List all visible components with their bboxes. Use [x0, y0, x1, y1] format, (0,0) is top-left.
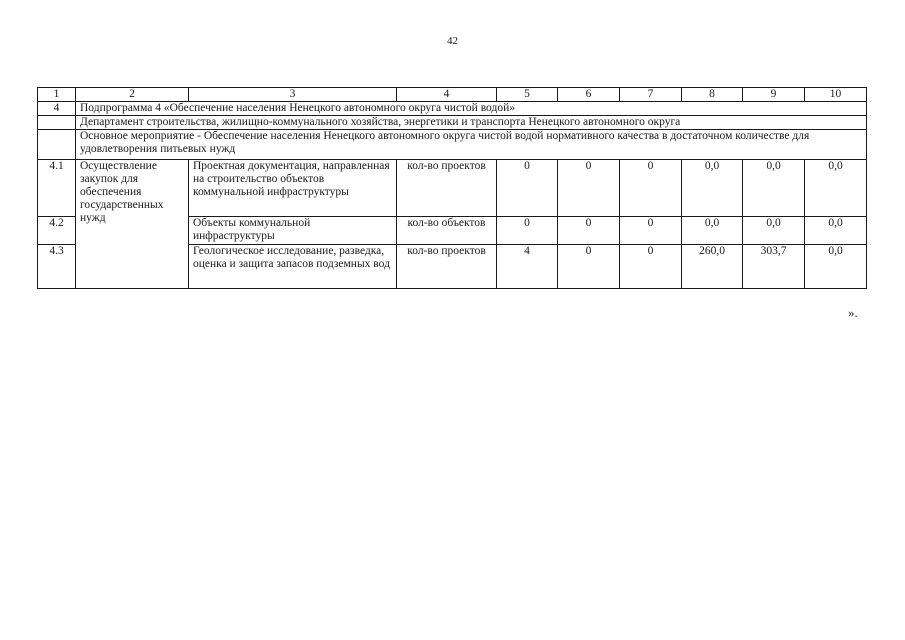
header-cell: 9 — [743, 88, 805, 102]
unit-cell: кол-во проектов — [397, 245, 497, 289]
header-cell: 6 — [558, 88, 620, 102]
subprogram-row — [38, 102, 867, 116]
value-cell: 0,0 — [805, 217, 867, 245]
value-cell: 0,0 — [805, 245, 867, 289]
header-cell: 4 — [397, 88, 497, 102]
value-cell: 0 — [620, 160, 682, 217]
procurement-cell: Осуществление закупок для обеспечения государственных нужд — [76, 160, 189, 289]
header-cell: 7 — [620, 88, 682, 102]
main-activity: Основное мероприятие - Обеспечение населения Ненецкого автономного округа чистой водой нормативного качества в достаточном количестве для удовлетворения питьевых нужд — [76, 130, 867, 160]
value-cell: 0 — [620, 217, 682, 245]
table-row — [38, 160, 867, 217]
indicator-cell: Геологическое исследование, разведка, оценка и защита запасов подземных вод — [189, 245, 397, 289]
value-cell: 0 — [497, 160, 558, 217]
header-cell: 2 — [76, 88, 189, 102]
value-cell: 260,0 — [682, 245, 743, 289]
header-cell: 5 — [497, 88, 558, 102]
indicator-cell: Объекты коммунальной инфраструктуры — [189, 217, 397, 245]
empty-cell — [38, 116, 76, 130]
header-cell: 3 — [189, 88, 397, 102]
value-cell: 303,7 — [743, 245, 805, 289]
unit-cell: кол-во проектов — [397, 160, 497, 217]
value-cell: 0 — [558, 160, 620, 217]
unit-cell: кол-во объектов — [397, 217, 497, 245]
header-cell: 10 — [805, 88, 867, 102]
value-cell: 0,0 — [682, 160, 743, 217]
subprogram-title: Подпрограмма 4 «Обеспечение населения Ненецкого автономного округа чистой водой» — [76, 102, 867, 116]
header-cell: 1 — [38, 88, 76, 102]
subprogram-number: 4 — [38, 102, 76, 116]
row-number: 4.2 — [38, 217, 76, 245]
value-cell: 0,0 — [743, 217, 805, 245]
header-cell: 8 — [682, 88, 743, 102]
row-number: 4.3 — [38, 245, 76, 289]
value-cell: 0,0 — [743, 160, 805, 217]
value-cell: 0,0 — [805, 160, 867, 217]
value-cell: 4 — [497, 245, 558, 289]
row-number: 4.1 — [38, 160, 76, 217]
empty-cell — [38, 130, 76, 160]
page-number: 42 — [447, 35, 458, 47]
value-cell: 0 — [558, 245, 620, 289]
indicator-cell: Проектная документация, направленная на строительство объектов коммунальной инфраструктуры — [189, 160, 397, 217]
value-cell: 0 — [497, 217, 558, 245]
value-cell: 0 — [558, 217, 620, 245]
department-row — [38, 116, 867, 130]
header-row — [38, 88, 867, 102]
closing-quote-mark: ». — [848, 305, 858, 320]
department-name: Департамент строительства, жилищно-коммунального хозяйства, энергетики и транспорта Ненецкого автономного округа — [76, 116, 867, 130]
main-activity-row — [38, 130, 867, 160]
value-cell: 0 — [620, 245, 682, 289]
value-cell: 0,0 — [682, 217, 743, 245]
program-table — [37, 87, 867, 289]
